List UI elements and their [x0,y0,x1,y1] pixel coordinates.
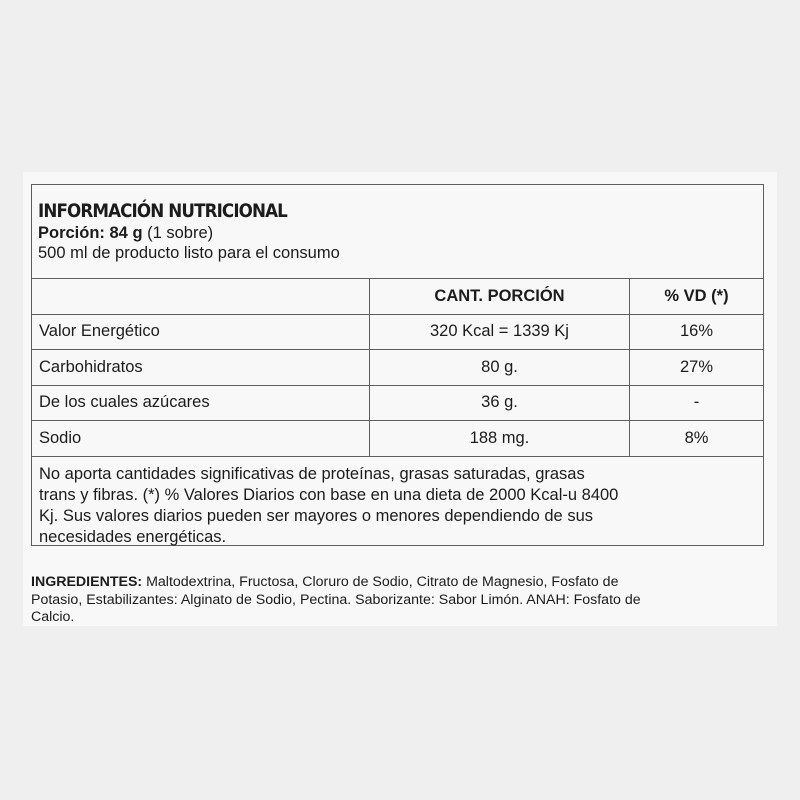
table-header-row [32,279,763,315]
ingredients-list: Maltodextrina, Fructosa, Cloruro de Sodio, Citrato de Magnesio, Fosfato de [142,574,619,590]
column-header-name [32,279,370,314]
ingredients-line: Potasio, Estabilizantes: Alginato de Sodio, Pectina. Saborizante: Sabor Limón. ANAH: Fosfato de [31,591,641,608]
nutrient-vd: 8% [684,428,709,447]
nutrient-vd: - [693,393,700,412]
nutrition-facts-panel [31,184,764,546]
table-row [32,315,763,351]
nutrient-name: Sodio [32,421,370,456]
ingredients-line: Calcio. [31,609,75,625]
ingredients-line [31,574,771,592]
nutrient-amount: 80 g. [370,350,630,385]
table-row [32,421,763,457]
panel-title: INFORMACIÓN NUTRICIONAL [38,200,287,222]
nutrient-name: Valor Energético [32,315,370,350]
nutrient-amount: 36 g. [370,386,630,421]
portion-label: Porción: 84 g [38,224,143,242]
nutrient-name: De los cuales azúcares [32,386,370,421]
panel-header [32,185,763,279]
footnote-line: trans y fibras. (*) % Valores Diarios con base en una dieta de 2000 Kcal-u 8400 [39,485,619,504]
nutrient-vd: 16% [679,322,714,341]
portion-subtitle: 500 ml de producto listo para el consumo [38,244,340,262]
footnote [32,457,763,548]
portion-line [38,223,763,243]
footnote-line: necesidades energéticas. [39,527,227,546]
nutrient-vd: 27% [679,357,714,376]
column-header-amount: CANT. PORCIÓN [370,279,630,314]
table-row [32,350,763,386]
footnote-line: Kj. Sus valores diarios pueden ser mayores o menores dependiendo de sus [39,506,593,525]
ingredients-label: INGREDIENTES: [31,574,143,590]
table-row [32,386,763,422]
footnote-line: No aporta cantidades significativas de proteínas, grasas saturadas, grasas [39,464,585,483]
ingredients-text [31,574,771,627]
column-header-vd: % VD (*) [664,286,729,305]
nutrient-amount: 320 Kcal = 1339 Kj [370,315,630,350]
nutrient-amount: 188 mg. [370,421,630,456]
portion-extra: (1 sobre) [142,224,214,242]
nutrient-name: Carbohidratos [32,350,370,385]
